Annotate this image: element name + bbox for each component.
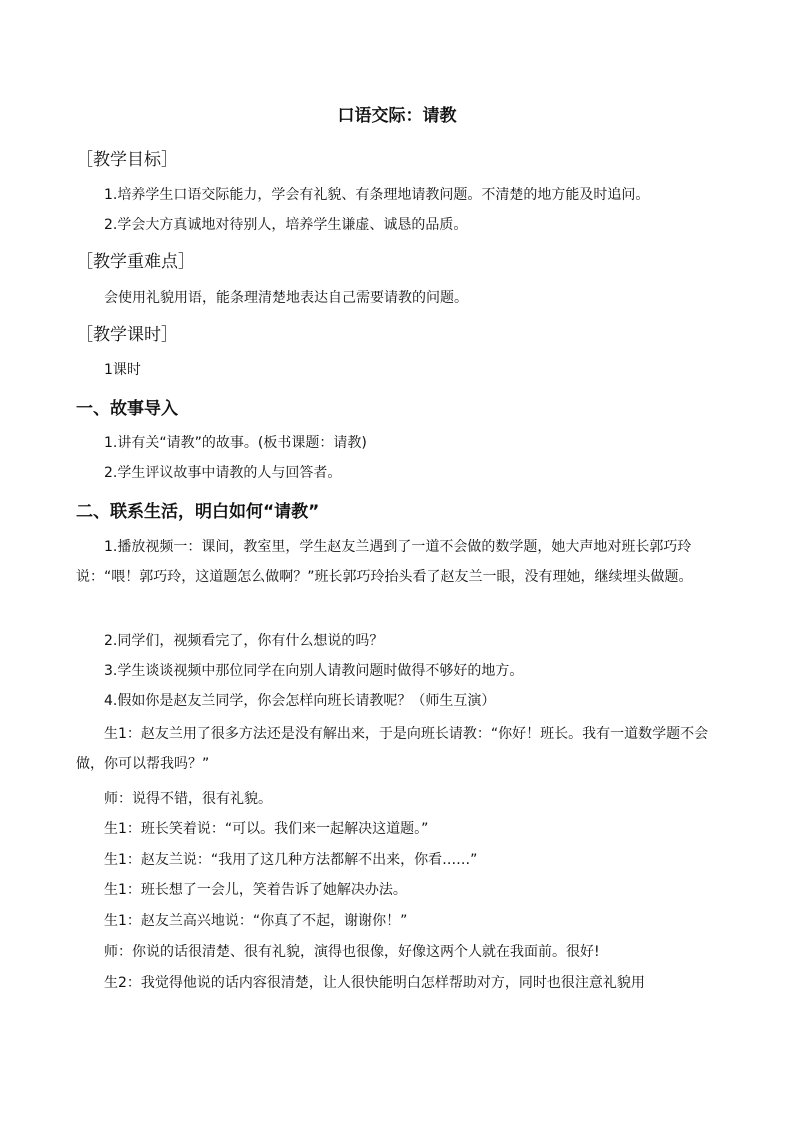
part2-item-7: 生1：班长笑着说：“可以。我们来一起解决这道题。” bbox=[104, 821, 429, 837]
part2-item-11: 师：你说的话很清楚、很有礼貌，演得也很像，好像这两个人就在我面前。很好! bbox=[104, 944, 600, 960]
section-heading-key-points: ［教学重难点］ bbox=[76, 252, 195, 272]
part2-item-4: 4.假如你是赵友兰同学，你会怎样向班长请教呢？（师生互演） bbox=[104, 693, 496, 709]
goal-item-2: 2.学会大方真诚地对待别人，培养学生谦虚、诚恳的品质。 bbox=[104, 217, 468, 233]
part2-item-9: 生1：班长想了一会儿，笑着告诉了她解决办法。 bbox=[104, 882, 407, 898]
part2-item-1: 1.播放视频一：课间，教室里，学生赵友兰遇到了一道不会做的数学题，她大声地对班长郭巧玲说：“喂！郭巧玲，这道题怎么做啊？”班长郭巧玲抬头看了赵友兰一眼，没有理她，继续埋头做题。 bbox=[76, 539, 693, 585]
key-point-item-1: 会使用礼貌用语，能条理清楚地表达自己需要请教的问题。 bbox=[104, 290, 468, 306]
part2-item-2: 2.同学们，视频看完了，你有什么想说的吗？ bbox=[104, 633, 384, 649]
section-heading-part1: 一、故事导入 bbox=[76, 399, 178, 419]
document-title: 口语交际：请教 bbox=[337, 106, 457, 126]
section-heading-goals: ［教学目标］ bbox=[76, 150, 178, 170]
part2-item-10: 生1：赵友兰高兴地说：“你真了不起，谢谢你！” bbox=[104, 913, 408, 929]
part2-item-8: 生1：赵友兰说：“我用了这几种方法都解不出来，你看……” bbox=[104, 852, 478, 868]
part2-item-12: 生2：我觉得他说的话内容很清楚，让人很快能明白怎样帮助对方，同时也很注意礼貌用 bbox=[104, 975, 645, 991]
part2-item-6: 师：说得不错，很有礼貌。 bbox=[104, 791, 272, 807]
section-heading-periods: ［教学课时］ bbox=[76, 325, 178, 345]
part1-item-1: 1.讲有关“请教”的故事。(板书课题：请教) bbox=[104, 435, 367, 451]
section-heading-part2: 二、联系生活，明白如何“请教” bbox=[76, 502, 320, 522]
part1-item-2: 2.学生评议故事中请教的人与回答者。 bbox=[104, 465, 342, 481]
part2-item-3: 3.学生谈谈视频中那位同学在向别人请教问题时做得不够好的地方。 bbox=[104, 663, 524, 679]
period-item-1: 1课时 bbox=[104, 362, 141, 378]
part2-item-5: 生1：赵友兰用了很多方法还是没有解出来，于是向班长请教：“你好！班长。我有一道数学题不会做，你可以帮我吗？” bbox=[76, 726, 709, 772]
goal-item-1: 1.培养学生口语交际能力，学会有礼貌、有条理地请教问题。不清楚的地方能及时追问。 bbox=[104, 187, 650, 203]
